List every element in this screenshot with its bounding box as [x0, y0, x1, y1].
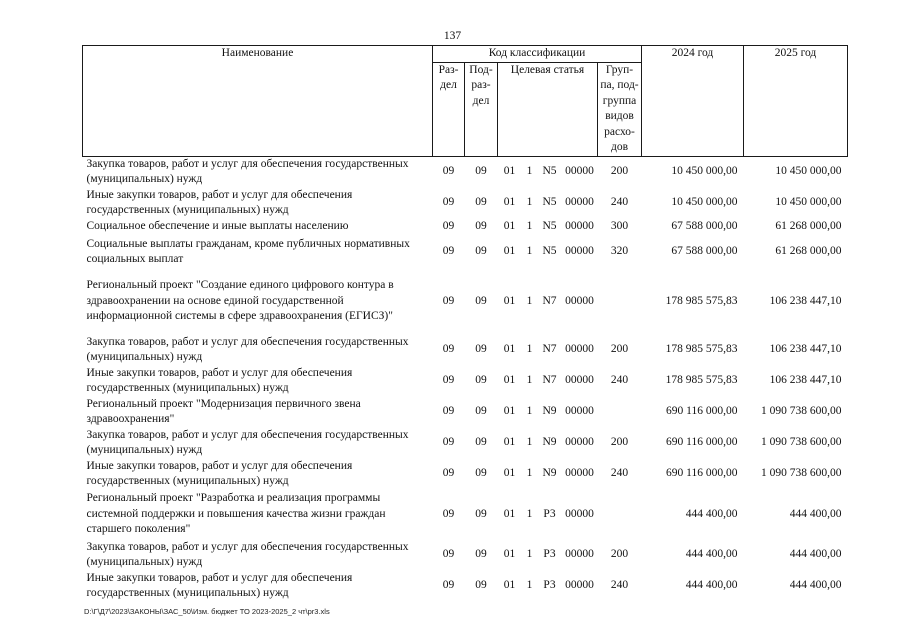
row-subsection: 09: [475, 374, 487, 387]
row-target-program: 01: [503, 343, 516, 356]
row-target-direction: 00000: [565, 436, 594, 449]
row-target-project: N9: [542, 467, 557, 480]
row-amount-2025: 444 400,00: [789, 507, 842, 520]
table-body: [83, 156, 848, 602]
row-target-project: P3: [543, 579, 556, 592]
header-target-article: Целевая статья: [498, 62, 598, 156]
row-target-program: 01: [503, 165, 516, 178]
row-section: 09: [442, 579, 455, 592]
row-expense-group: [598, 397, 642, 428]
row-section: 09: [442, 245, 455, 258]
row-amount-2024: 444 400,00: [685, 548, 738, 561]
row-name: Социальное обеспечение и иные выплаты населению: [86, 220, 349, 233]
row-target-direction: 00000: [565, 196, 594, 209]
row-subsection: 09: [475, 579, 487, 592]
row-target-project: N7: [542, 294, 557, 307]
table-row: [83, 219, 848, 236]
row-name: Иные закупки товаров, работ и услуг для обеспечения государственных (муниципальных) нужд: [86, 571, 353, 599]
row-target-direction: 00000: [565, 374, 594, 387]
row-target-program: 01: [503, 196, 516, 209]
row-name: Закупка товаров, работ и услуг для обеспечения государственных (муниципальных) нужд: [86, 335, 409, 363]
table-row: [83, 156, 848, 188]
row-amount-2024: 178 985 575,83: [665, 343, 738, 356]
row-expense-group: [598, 269, 642, 327]
row-subsection: 09: [475, 405, 487, 418]
row-amount-2024: 10 450 000,00: [671, 165, 738, 178]
row-amount-2025: 1 090 738 600,00: [761, 467, 842, 480]
row-amount-2025: 444 400,00: [789, 548, 842, 561]
row-section: 09: [442, 343, 455, 356]
row-target-subprogram: 1: [526, 436, 533, 449]
row-expense-group: 300: [610, 220, 629, 233]
row-name: Иные закупки товаров, работ и услуг для обеспечения государственных (муниципальных) нужд: [86, 366, 353, 394]
row-amount-2024: 690 116 000,00: [666, 467, 738, 480]
row-amount-2024: 10 450 000,00: [671, 196, 738, 209]
row-target-subprogram: 1: [526, 548, 533, 561]
row-target-subprogram: 1: [526, 405, 533, 418]
table-row: [83, 428, 848, 459]
row-target-program: 01: [503, 405, 516, 418]
row-subsection: 09: [475, 196, 487, 209]
row-target-subprogram: 1: [526, 374, 533, 387]
row-section: 09: [442, 374, 455, 387]
row-target-direction: 00000: [565, 343, 594, 356]
row-target-program: 01: [503, 294, 516, 307]
page-number: 137: [443, 30, 462, 42]
row-target-project: N9: [542, 436, 557, 449]
table-row: [83, 571, 848, 602]
row-subsection: 09: [475, 343, 487, 356]
row-section: 09: [442, 165, 455, 178]
row-section: 09: [442, 196, 455, 209]
row-target-program: 01: [503, 579, 516, 592]
table-row: [83, 236, 848, 269]
row-target-program: 01: [503, 436, 516, 449]
row-name: Иные закупки товаров, работ и услуг для обеспечения государственных (муниципальных) нужд: [86, 188, 353, 216]
row-target-project: N5: [542, 196, 557, 209]
row-name: Иные закупки товаров, работ и услуг для обеспечения государственных (муниципальных) нужд: [86, 459, 353, 487]
table-row: [83, 540, 848, 571]
row-target-subprogram: 1: [526, 220, 533, 233]
row-target-direction: 00000: [565, 507, 594, 520]
row-expense-group: 200: [610, 548, 629, 561]
row-subsection: 09: [475, 436, 487, 449]
row-target-project: P3: [543, 507, 556, 520]
row-amount-2025: 106 238 447,10: [769, 343, 842, 356]
row-amount-2025: 1 090 738 600,00: [761, 436, 842, 449]
table-row: [83, 366, 848, 397]
row-target-subprogram: 1: [526, 196, 533, 209]
row-target-direction: 00000: [565, 467, 594, 480]
row-target-subprogram: 1: [526, 245, 533, 258]
row-target-direction: 00000: [565, 548, 594, 561]
row-name: Закупка товаров, работ и услуг для обеспечения государственных (муниципальных) нужд: [86, 428, 409, 456]
table-row: [83, 397, 848, 428]
row-target-project: N7: [542, 343, 557, 356]
row-expense-group: 240: [610, 196, 629, 209]
row-target-project: N5: [542, 165, 557, 178]
row-target-subprogram: 1: [526, 165, 533, 178]
row-target-direction: 00000: [565, 294, 594, 307]
row-target-direction: 00000: [565, 579, 594, 592]
row-amount-2025: 10 450 000,00: [775, 165, 842, 178]
row-target-subprogram: 1: [526, 294, 533, 307]
row-expense-group: 320: [610, 245, 629, 258]
row-amount-2025: 106 238 447,10: [769, 374, 842, 387]
row-subsection: 09: [475, 165, 487, 178]
header-year-2025: 2025 год: [744, 46, 848, 157]
row-subsection: 09: [475, 245, 487, 258]
row-section: 09: [442, 294, 455, 307]
row-subsection: 09: [475, 220, 487, 233]
header-section: Раз- дел: [433, 62, 465, 156]
row-section: 09: [442, 405, 455, 418]
row-name: Социальные выплаты гражданам, кроме публичных нормативных социальных выплат: [86, 237, 410, 265]
row-target-program: 01: [503, 507, 516, 520]
header-expense-group: Груп- па, под- группа видов расхо- дов: [598, 62, 642, 156]
row-target-program: 01: [503, 548, 516, 561]
row-section: 09: [442, 436, 455, 449]
row-target-program: 01: [503, 245, 516, 258]
row-amount-2024: 67 588 000,00: [671, 220, 738, 233]
row-expense-group: 200: [610, 165, 629, 178]
row-amount-2025: 61 268 000,00: [775, 245, 842, 258]
table-row: [83, 188, 848, 219]
header-name: Наименование: [83, 46, 433, 157]
row-target-direction: 00000: [565, 405, 594, 418]
row-expense-group: 200: [610, 343, 629, 356]
row-section: 09: [442, 548, 455, 561]
row-expense-group: 240: [610, 467, 629, 480]
table-row: [83, 269, 848, 327]
row-amount-2025: 444 400,00: [789, 579, 842, 592]
row-section: 09: [442, 507, 455, 520]
row-expense-group: 240: [610, 374, 629, 387]
row-subsection: 09: [475, 507, 487, 520]
row-amount-2025: 61 268 000,00: [775, 220, 842, 233]
row-subsection: 09: [475, 294, 487, 307]
row-subsection: 09: [475, 548, 487, 561]
row-name: Региональный проект "Разработка и реализация программы системной поддержки и повышения качества жизни граждан старшего поколения": [86, 492, 386, 536]
row-amount-2024: 178 985 575,83: [665, 374, 738, 387]
row-target-subprogram: 1: [526, 467, 533, 480]
row-name: Региональный проект "Модернизация первичного звена здравоохранения": [86, 397, 361, 425]
row-expense-group: [598, 490, 642, 540]
row-target-subprogram: 1: [526, 507, 533, 520]
row-target-direction: 00000: [565, 245, 594, 258]
file-path-footer: D:\Г\Д7\2023\ЗАКОНЫ\ЗАС_50\Изм. бюджет ТО 2023-2025_2 чт\pr3.xls: [84, 607, 330, 616]
table-row: [83, 459, 848, 490]
budget-table: [82, 45, 848, 602]
row-amount-2025: 10 450 000,00: [775, 196, 842, 209]
row-target-project: N5: [542, 245, 557, 258]
row-target-project: N9: [542, 405, 557, 418]
row-amount-2025: 106 238 447,10: [769, 294, 842, 307]
row-expense-group: 200: [610, 436, 629, 449]
row-amount-2024: 178 985 575,83: [665, 294, 738, 307]
table-row: [83, 327, 848, 366]
row-target-direction: 00000: [565, 165, 594, 178]
row-name: Закупка товаров, работ и услуг для обеспечения государственных (муниципальных) нужд: [86, 540, 409, 568]
row-target-program: 01: [503, 220, 516, 233]
row-amount-2024: 67 588 000,00: [671, 245, 738, 258]
row-target-project: N7: [542, 374, 557, 387]
row-target-program: 01: [503, 467, 516, 480]
row-expense-group: 240: [610, 579, 629, 592]
header-year-2024: 2024 год: [642, 46, 744, 157]
row-target-direction: 00000: [565, 220, 594, 233]
row-name: Региональный проект "Создание единого цифрового контура в здравоохранении на основе единой государственной информационной системы в сфере здравоохранения (ЕГИСЗ)": [86, 279, 394, 323]
row-amount-2024: 690 116 000,00: [666, 436, 738, 449]
row-subsection: 09: [475, 467, 487, 480]
header-code: Код классификации: [433, 46, 642, 63]
row-section: 09: [442, 467, 455, 480]
table-row: [83, 490, 848, 540]
row-name: Закупка товаров, работ и услуг для обеспечения государственных (муниципальных) нужд: [86, 157, 409, 185]
row-target-subprogram: 1: [526, 343, 533, 356]
row-amount-2024: 690 116 000,00: [666, 405, 738, 418]
header-subsection: Под- раз- дел: [465, 62, 498, 156]
row-target-project: P3: [543, 548, 556, 561]
row-target-program: 01: [503, 374, 516, 387]
row-amount-2024: 444 400,00: [685, 579, 738, 592]
row-section: 09: [442, 220, 455, 233]
row-amount-2025: 1 090 738 600,00: [761, 405, 842, 418]
row-target-project: N5: [542, 220, 557, 233]
row-amount-2024: 444 400,00: [685, 507, 738, 520]
row-target-subprogram: 1: [526, 579, 533, 592]
